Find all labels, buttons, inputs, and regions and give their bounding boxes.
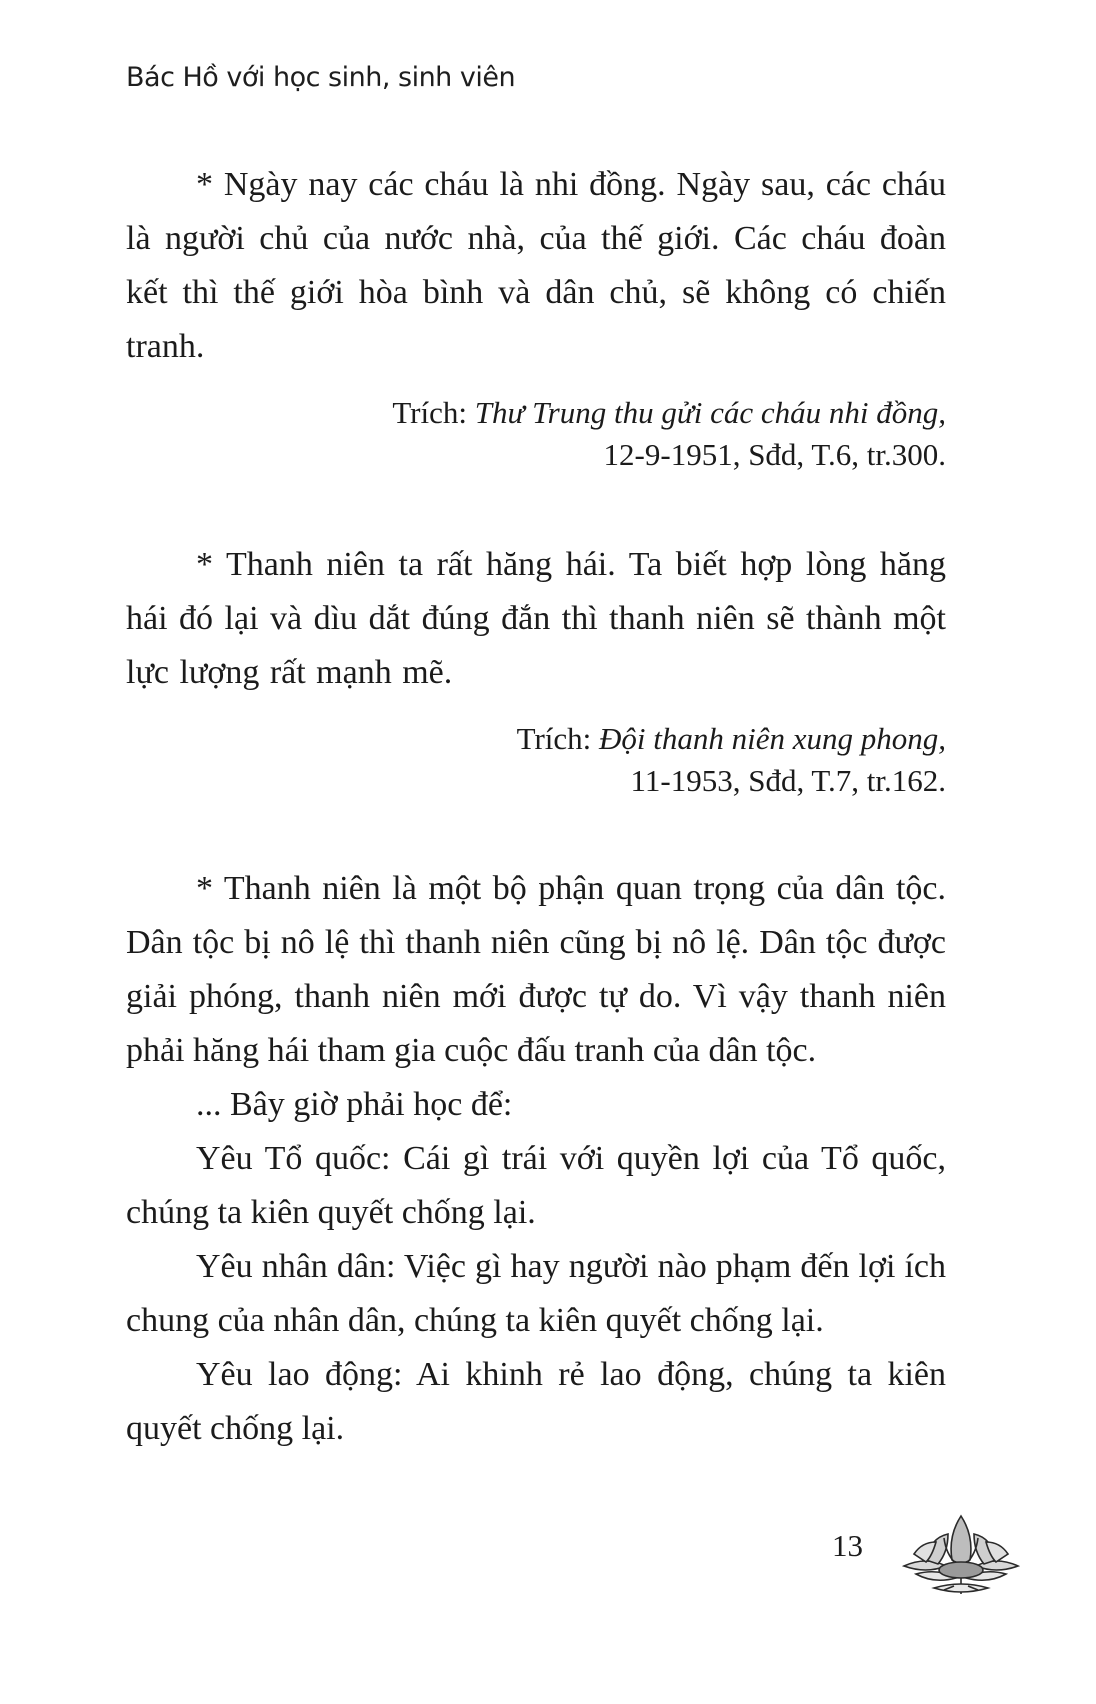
citation-prefix: Trích:	[392, 395, 475, 430]
quote-section-1	[126, 158, 946, 476]
quote-item-labor: Yêu lao động: Ai khinh rẻ lao động, chúng ta kiên quyết chống lại.	[126, 1356, 946, 1447]
quote-intro-line: ... Bây giờ phải học để:	[196, 1086, 513, 1123]
page-number: 13	[832, 1528, 863, 1563]
citation	[126, 392, 946, 476]
running-header: Bác Hồ với học sinh, sinh viên	[126, 62, 516, 93]
quote-text: * Thanh niên ta rất hăng hái. Ta biết hợp lòng hăng hái đó lại và dìu dắt đúng đắn thì thanh niên sẽ thành một lực lượng rất mạnh mẽ.	[126, 546, 946, 691]
quote-item-homeland: Yêu Tổ quốc: Cái gì trái với quyền lợi của Tổ quốc, chúng ta kiên quyết chống lại.	[126, 1140, 946, 1231]
quote-text: * Ngày nay các cháu là nhi đồng. Ngày sau, các cháu là người chủ của nước nhà, của thế giới. Các cháu đoàn kết thì thế giới hòa bình và dân chủ, sẽ không có chiến tranh.	[126, 166, 946, 365]
citation-detail: 11-1953, Sđd, T.7, tr.162.	[630, 763, 946, 798]
quote-item-people: Yêu nhân dân: Việc gì hay người nào phạm đến lợi ích chung của nhân dân, chúng ta kiên quyết chống lại.	[126, 1248, 946, 1339]
quote-text: * Thanh niên là một bộ phận quan trọng của dân tộc. Dân tộc bị nô lệ thì thanh niên cũng bị nô lệ. Dân tộc được giải phóng, thanh niên mới được tự do. Vì vậy thanh niên phải hăng hái tham gia cuộc đấu tranh của dân tộc.	[126, 870, 946, 1069]
quote-section-2	[126, 538, 946, 802]
citation-title-line	[126, 718, 946, 760]
citation-title: Đội thanh niên xung phong,	[599, 721, 946, 756]
citation	[126, 718, 946, 802]
quote-section-3	[126, 862, 946, 1456]
citation-title: Thư Trung thu gửi các cháu nhi đồng,	[474, 395, 946, 430]
citation-title-line	[126, 392, 946, 434]
lotus-flower-icon	[896, 1508, 1026, 1598]
citation-prefix: Trích:	[516, 721, 599, 756]
citation-detail: 12-9-1951, Sđd, T.6, tr.300.	[603, 437, 946, 472]
